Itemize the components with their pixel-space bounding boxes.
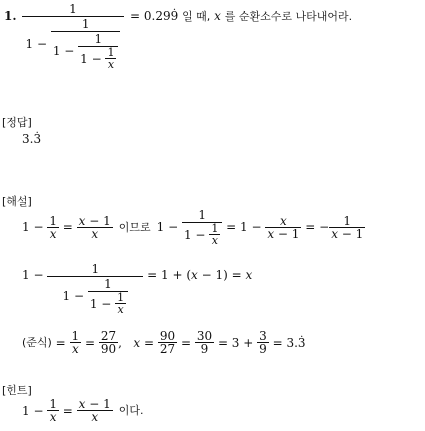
problem-number: 1. [4, 9, 17, 23]
problem-fraction: 1 1 − 1 1 − 1 1 − $\frac{1}{x}$ [22, 2, 124, 70]
final-value-main: 3. [286, 335, 298, 350]
repeat-digit: 9 . [171, 10, 179, 22]
statement-var: x [214, 9, 221, 23]
hint-line: 1 − $\frac{1}{x}$ = x − 1 x 이다. [22, 397, 144, 424]
answer-header: [정답] [2, 116, 32, 129]
connector-text: 이므로 [118, 220, 151, 234]
explanation-line-1: 1 − $\frac{1}{x}$ = x − 1 x 이므로 1 − 1 1 − $\frac{1}{x}$ = 1 − x x − 1 = − 1 x − 1 [22, 208, 364, 247]
answer-value [22, 133, 41, 145]
final-repeat-digit: 3 . [298, 337, 306, 349]
explanation-line-3: (준식) = $\frac{1}{x}$ = $\frac{27}{90}$ , x = $\frac{90}{27}$ = $\frac{30}{9}$ = 3 + $\frac{3}{9}$ = 3. 3 . [22, 330, 306, 355]
hint-tail: 이다. [118, 404, 144, 417]
explanation-header: [해설] [2, 195, 32, 208]
answer-value-main: 3. [22, 132, 34, 146]
answer-repeat-digit: 3 . [33, 133, 41, 145]
problem-statement [130, 10, 352, 22]
formula-note: (준식) [22, 336, 52, 349]
equals-value: = 0.29 [130, 9, 171, 23]
statement-korean: 일 때, [182, 10, 211, 23]
explanation-line-2: 1 − 1 1 − 1 1 − $\frac{1}{x}$ = 1 + (x − 1) = x [22, 262, 253, 316]
statement-tail: 를 순환소수로 나타내어라. [224, 10, 353, 23]
hint-header: [힌트] [2, 384, 32, 397]
